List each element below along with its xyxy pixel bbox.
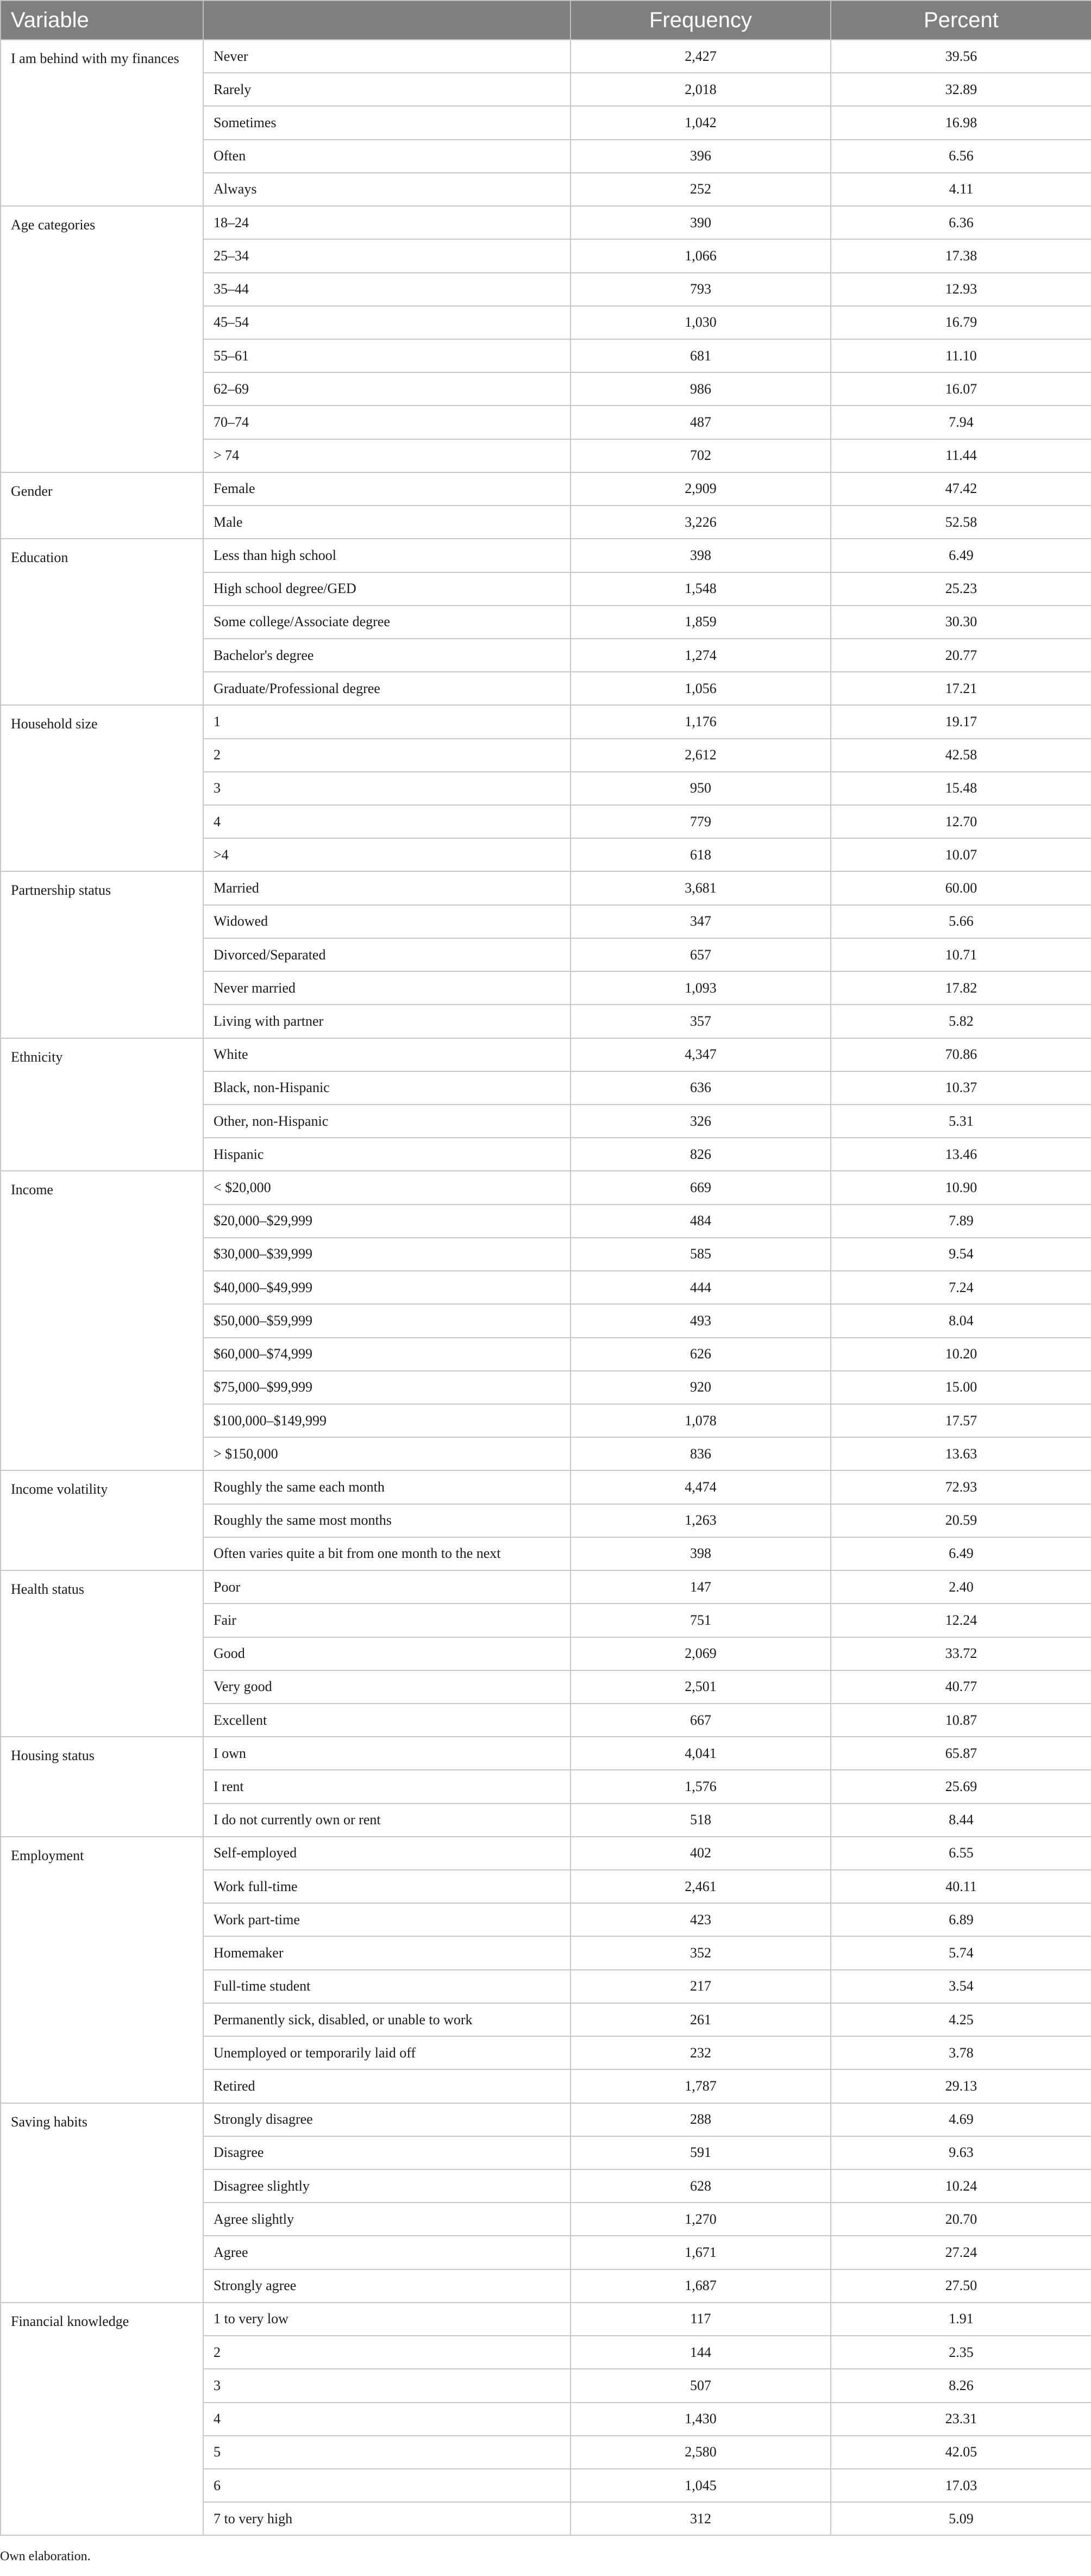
- frequency-cell: 1,859: [570, 606, 831, 639]
- category-cell: Graduate/Professional degree: [203, 672, 570, 705]
- category-cell: Roughly the same each month: [203, 1470, 570, 1504]
- category-cell: 62–69: [203, 372, 570, 406]
- percent-cell: 40.11: [831, 1870, 1091, 1903]
- percent-cell: 6.36: [831, 206, 1091, 239]
- frequency-cell: 793: [570, 273, 831, 306]
- category-cell: Less than high school: [203, 539, 570, 572]
- frequency-cell: 347: [570, 905, 831, 938]
- percent-cell: 5.82: [831, 1005, 1091, 1038]
- frequency-cell: 2,427: [570, 40, 831, 73]
- frequency-cell: 1,548: [570, 572, 831, 606]
- percent-cell: 16.79: [831, 306, 1091, 339]
- frequency-cell: 4,347: [570, 1038, 831, 1071]
- percent-cell: 5.09: [831, 2502, 1091, 2535]
- frequency-cell: 986: [570, 372, 831, 406]
- category-cell: Widowed: [203, 905, 570, 938]
- frequency-cell: 423: [570, 1903, 831, 1936]
- frequency-cell: 312: [570, 2502, 831, 2535]
- percent-cell: 20.70: [831, 2203, 1091, 2236]
- frequency-cell: 1,430: [570, 2403, 831, 2436]
- category-cell: Very good: [203, 1670, 570, 1704]
- percent-cell: 27.24: [831, 2236, 1091, 2269]
- frequency-cell: 4,474: [570, 1470, 831, 1504]
- frequency-cell: 1,078: [570, 1404, 831, 1437]
- percent-cell: 10.07: [831, 838, 1091, 871]
- frequency-cell: 2,909: [570, 472, 831, 506]
- frequency-cell: 326: [570, 1105, 831, 1138]
- frequency-cell: 628: [570, 2169, 831, 2203]
- header-frequency: Frequency: [570, 1, 831, 40]
- percent-cell: 20.77: [831, 639, 1091, 672]
- percent-cell: 17.21: [831, 672, 1091, 705]
- category-cell: Hispanic: [203, 1138, 570, 1171]
- percent-cell: 15.00: [831, 1371, 1091, 1404]
- category-cell: Retired: [203, 2069, 570, 2103]
- category-cell: Permanently sick, disabled, or unable to work: [203, 2003, 570, 2036]
- frequency-cell: 2,580: [570, 2436, 831, 2469]
- frequency-cell: 1,093: [570, 971, 831, 1005]
- variable-cell: Education: [1, 539, 203, 705]
- category-cell: Full-time student: [203, 1970, 570, 2003]
- table-row: [1, 705, 1091, 738]
- category-cell: Roughly the same most months: [203, 1504, 570, 1537]
- percent-cell: 11.44: [831, 439, 1091, 472]
- frequency-cell: 1,687: [570, 2269, 831, 2303]
- frequency-cell: 1,030: [570, 306, 831, 339]
- table-row: [1, 1470, 1091, 1504]
- table-row: [1, 1570, 1091, 1604]
- table-row: [1, 40, 1091, 73]
- percent-cell: 5.31: [831, 1105, 1091, 1138]
- frequency-cell: 352: [570, 1936, 831, 1969]
- frequency-cell: 751: [570, 1604, 831, 1637]
- percent-cell: 32.89: [831, 73, 1091, 106]
- percent-cell: 17.38: [831, 239, 1091, 272]
- category-cell: High school degree/GED: [203, 572, 570, 606]
- percent-cell: 9.54: [831, 1238, 1091, 1271]
- frequency-cell: 636: [570, 1071, 831, 1105]
- percent-cell: 8.44: [831, 1804, 1091, 1837]
- frequency-cell: 657: [570, 938, 831, 971]
- frequency-cell: 1,056: [570, 672, 831, 705]
- table-body: [1, 40, 1091, 2535]
- frequency-cell: 950: [570, 772, 831, 805]
- frequency-cell: 626: [570, 1338, 831, 1371]
- category-cell: Excellent: [203, 1704, 570, 1737]
- frequency-cell: 1,787: [570, 2069, 831, 2103]
- percent-cell: 47.42: [831, 472, 1091, 506]
- category-cell: Work part-time: [203, 1903, 570, 1936]
- percent-cell: 42.58: [831, 739, 1091, 772]
- frequency-cell: 4,041: [570, 1737, 831, 1770]
- category-cell: 25–34: [203, 239, 570, 272]
- frequency-cell: 1,066: [570, 239, 831, 272]
- category-cell: Unemployed or temporarily laid off: [203, 2036, 570, 2069]
- percent-cell: 1.91: [831, 2303, 1091, 2336]
- percent-cell: 7.94: [831, 406, 1091, 439]
- frequency-cell: 1,263: [570, 1504, 831, 1537]
- category-cell: $30,000–$39,999: [203, 1238, 570, 1271]
- frequency-cell: 618: [570, 838, 831, 871]
- percent-cell: 17.82: [831, 971, 1091, 1005]
- category-cell: Often varies quite a bit from one month to the next: [203, 1537, 570, 1570]
- frequency-cell: 232: [570, 2036, 831, 2069]
- frequency-cell: 779: [570, 805, 831, 838]
- frequency-cell: 493: [570, 1304, 831, 1337]
- category-cell: Male: [203, 506, 570, 539]
- category-cell: I rent: [203, 1770, 570, 1803]
- frequency-cell: 117: [570, 2303, 831, 2336]
- category-cell: Agree: [203, 2236, 570, 2269]
- table-header: [1, 1, 1091, 40]
- variable-cell: I am behind with my finances: [1, 40, 203, 206]
- percent-cell: 3.78: [831, 2036, 1091, 2069]
- category-cell: 7 to very high: [203, 2502, 570, 2535]
- percent-cell: 12.70: [831, 805, 1091, 838]
- percent-cell: 10.20: [831, 1338, 1091, 1371]
- frequency-cell: 357: [570, 1005, 831, 1038]
- category-cell: Rarely: [203, 73, 570, 106]
- percent-cell: 2.35: [831, 2336, 1091, 2369]
- category-cell: 18–24: [203, 206, 570, 239]
- percent-cell: 12.93: [831, 273, 1091, 306]
- category-cell: Never: [203, 40, 570, 73]
- frequency-cell: 1,176: [570, 705, 831, 738]
- category-cell: 1 to very low: [203, 2303, 570, 2336]
- percent-cell: 7.89: [831, 1205, 1091, 1238]
- frequency-cell: 217: [570, 1970, 831, 2003]
- variable-cell: Saving habits: [1, 2103, 203, 2303]
- percent-cell: 29.13: [831, 2069, 1091, 2103]
- category-cell: $60,000–$74,999: [203, 1338, 570, 1371]
- table-row: [1, 2103, 1091, 2136]
- category-cell: 3: [203, 2369, 570, 2402]
- percent-cell: 16.07: [831, 372, 1091, 406]
- category-cell: $100,000–$149,999: [203, 1404, 570, 1437]
- category-cell: > $150,000: [203, 1437, 570, 1470]
- category-cell: $50,000–$59,999: [203, 1304, 570, 1337]
- category-cell: 35–44: [203, 273, 570, 306]
- frequency-cell: 702: [570, 439, 831, 472]
- table-row: [1, 539, 1091, 572]
- frequency-cell: 261: [570, 2003, 831, 2036]
- percent-cell: 5.74: [831, 1936, 1091, 1969]
- percent-cell: 11.10: [831, 339, 1091, 372]
- frequency-cell: 390: [570, 206, 831, 239]
- percent-cell: 25.69: [831, 1770, 1091, 1803]
- category-cell: 45–54: [203, 306, 570, 339]
- frequency-cell: 2,018: [570, 73, 831, 106]
- percent-cell: 6.89: [831, 1903, 1091, 1936]
- percent-cell: 65.87: [831, 1737, 1091, 1770]
- variable-cell: Gender: [1, 472, 203, 539]
- category-cell: > 74: [203, 439, 570, 472]
- variable-cell: Income: [1, 1171, 203, 1470]
- frequency-cell: 2,461: [570, 1870, 831, 1903]
- category-cell: 2: [203, 2336, 570, 2369]
- percent-cell: 10.24: [831, 2169, 1091, 2203]
- percent-cell: 40.77: [831, 1670, 1091, 1704]
- header-category: [203, 1, 570, 40]
- category-cell: Good: [203, 1637, 570, 1670]
- frequency-cell: 1,270: [570, 2203, 831, 2236]
- percent-cell: 4.25: [831, 2003, 1091, 2036]
- percent-cell: 20.59: [831, 1504, 1091, 1537]
- frequency-cell: 667: [570, 1704, 831, 1737]
- percent-cell: 27.50: [831, 2269, 1091, 2303]
- percent-cell: 6.49: [831, 1537, 1091, 1570]
- percent-cell: 13.63: [831, 1437, 1091, 1470]
- percent-cell: 10.87: [831, 1704, 1091, 1737]
- category-cell: 6: [203, 2469, 570, 2502]
- variable-cell: Income volatility: [1, 1470, 203, 1570]
- frequency-cell: 585: [570, 1238, 831, 1271]
- category-cell: Some college/Associate degree: [203, 606, 570, 639]
- frequency-cell: 826: [570, 1138, 831, 1171]
- frequency-cell: 2,501: [570, 1670, 831, 1704]
- percent-cell: 17.03: [831, 2469, 1091, 2502]
- percent-cell: 16.98: [831, 106, 1091, 139]
- percent-cell: 17.57: [831, 1404, 1091, 1437]
- percent-cell: 15.48: [831, 772, 1091, 805]
- header-variable: Variable: [1, 1, 203, 40]
- category-cell: 4: [203, 2403, 570, 2436]
- frequency-cell: 1,042: [570, 106, 831, 139]
- frequency-cell: 1,045: [570, 2469, 831, 2502]
- percent-cell: 12.24: [831, 1604, 1091, 1637]
- table-row: [1, 472, 1091, 506]
- frequency-cell: 3,681: [570, 871, 831, 905]
- percent-cell: 19.17: [831, 705, 1091, 738]
- table-row: [1, 1737, 1091, 1770]
- category-cell: 70–74: [203, 406, 570, 439]
- percent-cell: 52.58: [831, 506, 1091, 539]
- percent-cell: 5.66: [831, 905, 1091, 938]
- category-cell: 3: [203, 772, 570, 805]
- header-percent: Percent: [831, 1, 1091, 40]
- variable-cell: Housing status: [1, 1737, 203, 1837]
- variable-cell: Household size: [1, 705, 203, 871]
- category-cell: Often: [203, 140, 570, 173]
- table-row: [1, 871, 1091, 905]
- percent-cell: 10.71: [831, 938, 1091, 971]
- category-cell: Work full-time: [203, 1870, 570, 1903]
- category-cell: Disagree slightly: [203, 2169, 570, 2203]
- percent-cell: 6.49: [831, 539, 1091, 572]
- frequency-cell: 252: [570, 173, 831, 206]
- frequency-cell: 487: [570, 406, 831, 439]
- variable-cell: Financial knowledge: [1, 2303, 203, 2536]
- frequency-cell: 681: [570, 339, 831, 372]
- percent-cell: 8.04: [831, 1304, 1091, 1337]
- percent-cell: 39.56: [831, 40, 1091, 73]
- category-cell: 1: [203, 705, 570, 738]
- percent-cell: 23.31: [831, 2403, 1091, 2436]
- frequency-cell: 518: [570, 1804, 831, 1837]
- table-row: [1, 1837, 1091, 1870]
- percent-cell: 10.37: [831, 1071, 1091, 1105]
- frequency-cell: 1,274: [570, 639, 831, 672]
- frequency-cell: 1,576: [570, 1770, 831, 1803]
- table-row: [1, 1171, 1091, 1204]
- frequency-cell: 591: [570, 2136, 831, 2169]
- table-row: [1, 206, 1091, 239]
- category-cell: Fair: [203, 1604, 570, 1637]
- frequency-cell: 2,612: [570, 739, 831, 772]
- percent-cell: 33.72: [831, 1637, 1091, 1670]
- percent-cell: 6.56: [831, 140, 1091, 173]
- category-cell: Black, non-Hispanic: [203, 1071, 570, 1105]
- frequency-cell: 3,226: [570, 506, 831, 539]
- variable-cell: Employment: [1, 1837, 203, 2103]
- frequency-cell: 2,069: [570, 1637, 831, 1670]
- percent-cell: 72.93: [831, 1470, 1091, 1504]
- frequency-cell: 147: [570, 1570, 831, 1604]
- category-cell: Always: [203, 173, 570, 206]
- variable-cell: Partnership status: [1, 871, 203, 1038]
- percent-cell: 13.46: [831, 1138, 1091, 1171]
- percent-cell: 30.30: [831, 606, 1091, 639]
- category-cell: Self-employed: [203, 1837, 570, 1870]
- variable-cell: Health status: [1, 1570, 203, 1737]
- category-cell: < $20,000: [203, 1171, 570, 1204]
- category-cell: I own: [203, 1737, 570, 1770]
- frequency-cell: 398: [570, 539, 831, 572]
- category-cell: $75,000–$99,999: [203, 1371, 570, 1404]
- percent-cell: 10.90: [831, 1171, 1091, 1204]
- header-row: [1, 1, 1091, 40]
- category-cell: 2: [203, 739, 570, 772]
- percent-cell: 70.86: [831, 1038, 1091, 1071]
- category-cell: White: [203, 1038, 570, 1071]
- category-cell: Divorced/Separated: [203, 938, 570, 971]
- frequency-cell: 444: [570, 1271, 831, 1304]
- category-cell: Living with partner: [203, 1005, 570, 1038]
- category-cell: Other, non-Hispanic: [203, 1105, 570, 1138]
- category-cell: 5: [203, 2436, 570, 2469]
- category-cell: $40,000–$49,999: [203, 1271, 570, 1304]
- variable-cell: Age categories: [1, 206, 203, 472]
- percent-cell: 2.40: [831, 1570, 1091, 1604]
- percent-cell: 9.63: [831, 2136, 1091, 2169]
- category-cell: Married: [203, 871, 570, 905]
- category-cell: Female: [203, 472, 570, 506]
- category-cell: 4: [203, 805, 570, 838]
- category-cell: >4: [203, 838, 570, 871]
- frequency-cell: 1,671: [570, 2236, 831, 2269]
- table-footnote: Own elaboration.: [0, 2549, 91, 2563]
- frequency-cell: 484: [570, 1205, 831, 1238]
- frequency-cell: 920: [570, 1371, 831, 1404]
- frequency-cell: 144: [570, 2336, 831, 2369]
- category-cell: Disagree: [203, 2136, 570, 2169]
- percent-cell: 60.00: [831, 871, 1091, 905]
- category-cell: Homemaker: [203, 1936, 570, 1969]
- variable-cell: Ethnicity: [1, 1038, 203, 1171]
- frequency-cell: 398: [570, 1537, 831, 1570]
- frequency-cell: 396: [570, 140, 831, 173]
- frequency-cell: 836: [570, 1437, 831, 1470]
- category-cell: Bachelor's degree: [203, 639, 570, 672]
- percent-cell: 7.24: [831, 1271, 1091, 1304]
- frequency-cell: 507: [570, 2369, 831, 2402]
- category-cell: Strongly disagree: [203, 2103, 570, 2136]
- table-row: [1, 2303, 1091, 2336]
- percent-cell: 8.26: [831, 2369, 1091, 2402]
- frequency-cell: 288: [570, 2103, 831, 2136]
- category-cell: $20,000–$29,999: [203, 1205, 570, 1238]
- frequency-cell: 669: [570, 1171, 831, 1204]
- percent-cell: 25.23: [831, 572, 1091, 606]
- table-row: [1, 1038, 1091, 1071]
- percent-cell: 4.69: [831, 2103, 1091, 2136]
- percent-cell: 4.11: [831, 173, 1091, 206]
- percent-cell: 3.54: [831, 1970, 1091, 2003]
- category-cell: Agree slightly: [203, 2203, 570, 2236]
- category-cell: Sometimes: [203, 106, 570, 139]
- percent-cell: 6.55: [831, 1837, 1091, 1870]
- percent-cell: 42.05: [831, 2436, 1091, 2469]
- frequency-cell: 402: [570, 1837, 831, 1870]
- category-cell: I do not currently own or rent: [203, 1804, 570, 1837]
- category-cell: Never married: [203, 971, 570, 1005]
- category-cell: 55–61: [203, 339, 570, 372]
- category-cell: Poor: [203, 1570, 570, 1604]
- category-cell: Strongly agree: [203, 2269, 570, 2303]
